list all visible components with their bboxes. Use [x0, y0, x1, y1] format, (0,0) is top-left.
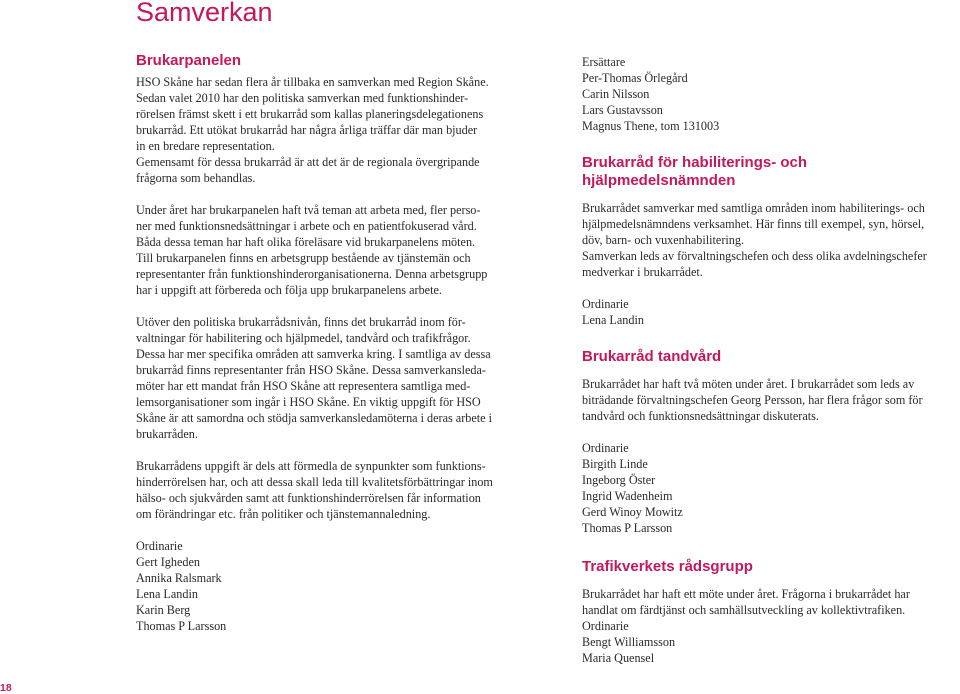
section-heading: Brukarråd tandvård	[582, 348, 722, 365]
member-list	[136, 538, 536, 634]
section-heading: Trafikverkets rådsgrupp	[582, 558, 753, 575]
text-line: Ordinarie	[582, 297, 629, 311]
text-line: Ingrid Wadenheim	[582, 489, 673, 503]
page-number: 18	[0, 682, 12, 694]
left-column	[136, 52, 536, 634]
text-line: in en bredare representation.	[136, 139, 275, 153]
text-line: Lars Gustavsson	[582, 103, 663, 117]
text-line: valtningar för habilitering och hjälpmedel, tandvård och trafikfrågor.	[136, 331, 471, 345]
text-line: Per-Thomas Örlegård	[582, 71, 688, 85]
text-line: handlat om färdtjänst och samhällsutveckling av kollektivtrafiken.	[582, 603, 906, 617]
section-body	[582, 200, 958, 280]
text-line: Till brukarpanelen finns en arbetsgrupp bestående av tjänstemän och	[136, 251, 471, 265]
text-line: HSO Skåne har sedan flera år tillbaka en samverkan med Region Skåne.	[136, 75, 489, 89]
left-paragraphs	[136, 74, 536, 522]
text-line: Under året har brukarpanelen haft två teman att arbeta med, fler perso-	[136, 203, 481, 217]
section-body	[582, 376, 958, 424]
text-line: Magnus Thene, tom 131003	[582, 119, 720, 133]
text-line: brukarråd. Ett utökat brukarråd har några årliga träffar där man bjuder	[136, 123, 478, 137]
text-line: Brukarrådet samverkar med samtliga områden inom habiliterings- och	[582, 201, 925, 215]
text-line: Lena Landin	[136, 587, 198, 601]
text-line: Gert Igheden	[136, 555, 200, 569]
text-line: Maria Quensel	[582, 651, 655, 665]
text-line: hinderrörelsen har, och att dessa skall leda till kvalitetsförbättringar inom	[136, 475, 493, 489]
page-title: Samverkan	[136, 0, 273, 27]
text-line: Ingeborg Öster	[582, 473, 656, 487]
section	[582, 558, 958, 666]
text-line: Dessa har mer specifika områden att samverka kring. I samtliga av dessa	[136, 347, 491, 361]
text-line: rörelsen främst skett i ett brukarråd som kallas planeringsdelegationens	[136, 107, 484, 121]
text-line: har i uppgift att förbereda och följa upp brukarpanelens arbete.	[136, 283, 442, 297]
text-line: Gemensamt för dessa brukarråd är att det är de regionala övergripande	[136, 155, 480, 169]
text-line: medverkar i brukarrådet.	[582, 265, 703, 279]
text-line: tandvård och funktionsnedsättningar diskuterats.	[582, 409, 819, 423]
text-line: Ersättare	[582, 55, 626, 69]
section-heading-brukarpanelen: Brukarpanelen	[136, 52, 242, 69]
text-line: om förändringar etc. från politiker och tjänstemannaledning.	[136, 507, 431, 521]
right-column	[582, 54, 958, 666]
text-line: Samverkan leds av förvaltningschefen och dess olika avdelningschefer	[582, 249, 927, 263]
text-line: frågorna som behandlas.	[136, 171, 256, 185]
text-line: lemsorganisationer som ingår i HSO Skåne. En viktig uppgift för HSO	[136, 395, 481, 409]
text-line: döv, barn- och vuxenhabilitering.	[582, 233, 745, 247]
text-line: Carin Nilsson	[582, 87, 650, 101]
section-body	[582, 586, 958, 666]
member-list	[582, 296, 958, 328]
member-list	[582, 440, 958, 536]
text-line: Ordinarie	[582, 619, 629, 633]
text-line: Skåne är att samordna och stödja samverkansledamöterna i deras arbete i	[136, 411, 493, 425]
right-sections	[582, 154, 958, 666]
text-line: Annika Ralsmark	[136, 571, 222, 585]
text-line: Brukarrådet har haft ett möte under året. Frågorna i brukarrådet har	[582, 587, 910, 601]
section	[582, 348, 958, 536]
text-line: Brukarrådet har haft två möten under året. I brukarrådet som leds av	[582, 377, 915, 391]
text-line: Utöver den politiska brukarrådsnivån, finns det brukarråd inom för-	[136, 315, 466, 329]
text-line: Thomas P Larsson	[582, 521, 673, 535]
text-line: brukarråd finns representanter från HSO Skåne. Dessa samverkansleda-	[136, 363, 486, 377]
text-line: Thomas P Larsson	[136, 619, 227, 633]
text-line: representanter från funktionshinderorganisationerna. Denna arbetsgrupp	[136, 267, 488, 281]
text-line: hjälpmedelsnämndens verksamhet. Här finns till exempel, syn, hörsel,	[582, 217, 925, 231]
text-line: Lena Landin	[582, 313, 644, 327]
text-line: biträdande förvaltningschefen Georg Persson, har flera frågor som för	[582, 393, 923, 407]
text-line: brukarråden.	[136, 427, 198, 441]
text-line: Sedan valet 2010 har den politiska samverkan med funktionshinder-	[136, 91, 469, 105]
text-line: möter har ett mandat från HSO Skåne att representera samtliga med-	[136, 379, 471, 393]
text-line: hälso- och sjukvården samt att funktionshinderrörelsen får information	[136, 491, 481, 505]
paragraph	[136, 458, 536, 522]
text-line: Ordinarie	[582, 441, 629, 455]
paragraph	[136, 314, 536, 442]
text-line: Båda dessa teman har haft olika föreläsare vid brukarpanelens möten.	[136, 235, 476, 249]
paragraph	[136, 202, 536, 298]
text-line: Birgith Linde	[582, 457, 648, 471]
substitute-list	[582, 54, 958, 134]
section	[582, 154, 958, 328]
text-line: Brukarrådens uppgift är dels att förmedla de synpunkter som funktions-	[136, 459, 486, 473]
text-line: Gerd Winoy Mowitz	[582, 505, 683, 519]
text-line: Ordinarie	[136, 539, 183, 553]
text-line: Bengt Williamsson	[582, 635, 676, 649]
text-line: Karin Berg	[136, 603, 191, 617]
section-heading: Brukarråd för habiliterings- och hjälpmedelsnämnden	[582, 154, 808, 189]
text-line: ner med funktionsnedsättningar i arbete och en patientfokuserad vård.	[136, 219, 477, 233]
paragraph	[136, 74, 536, 186]
